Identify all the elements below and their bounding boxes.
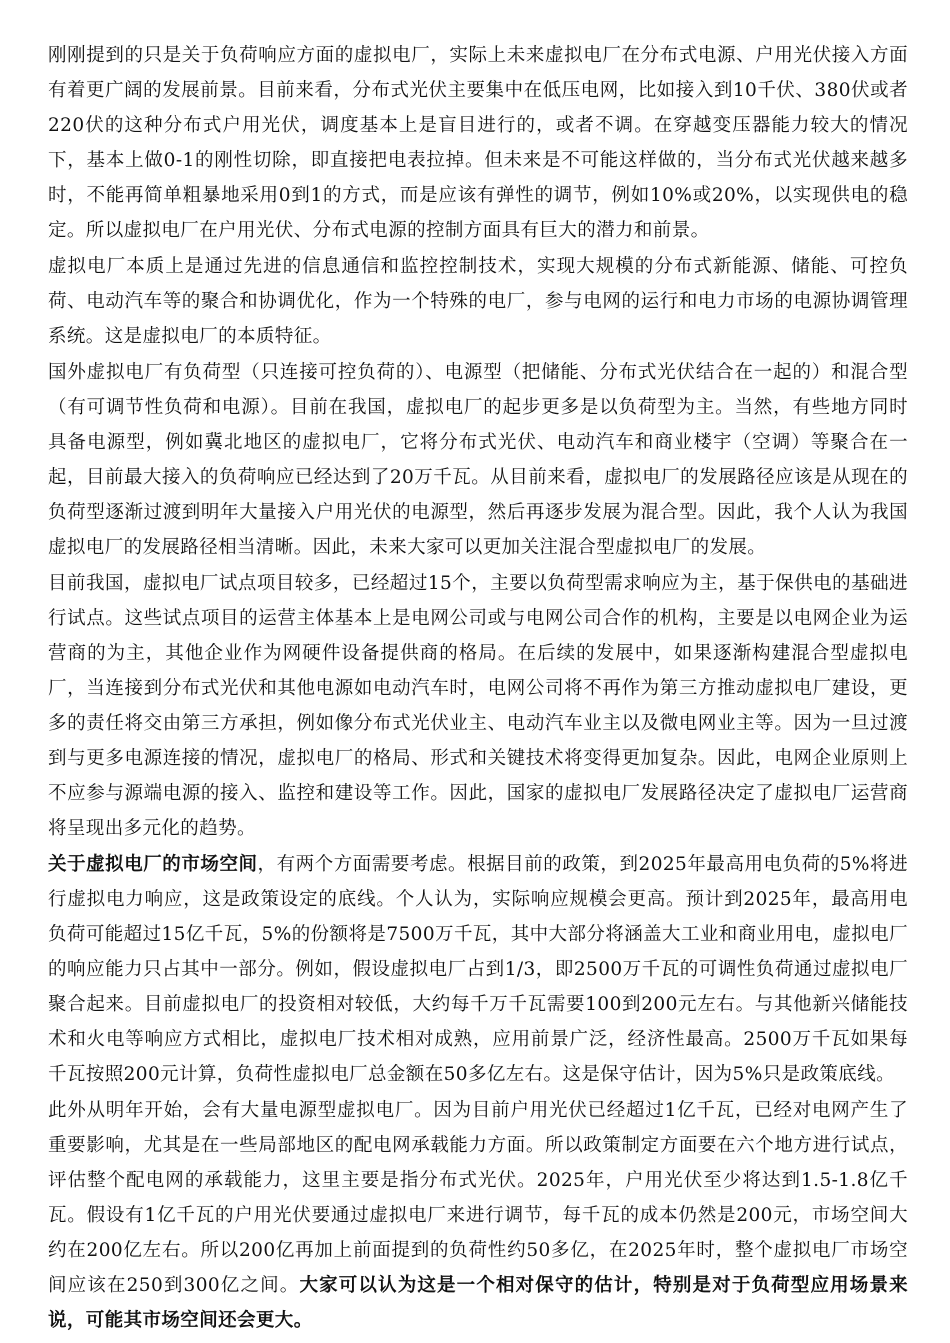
- paragraph-virtual-plant-prospects: [48, 38, 908, 248]
- paragraph-market-space: [48, 847, 908, 1092]
- paragraph-text: 此外从明年开始，会有大量电源型虚拟电厂。因为目前户用光伏已经超过1亿千瓦，已经对电网产生了重要影响，尤其是在一些局部地区的配电网承载能力方面。所以政策制定方面要在六个地方进行试点，评估整个配电网的承载能力，这里主要是指分布式光伏。2025年，户用光伏至少将达到1.5-1.8亿千瓦。假设有1亿千瓦的户用光伏要通过虚拟电厂来进行调节，每千瓦的成本仍然是200元，市场空间大约在200亿左右。所以200亿再加上前面提到的负荷性约50多亿，在2025年时，整个虚拟电厂市场空间应该在250到300亿之间。: [48, 1100, 908, 1296]
- paragraph-virtual-plant-essence: [48, 249, 908, 354]
- paragraph-text: 目前我国，虚拟电厂试点项目较多，已经超过15个，主要以负荷型需求响应为主，基于保供电的基础进行试点。这些试点项目的运营主体基本上是电网公司或与电网公司合作的机构，主要是以电网企业为运营商的为主，其他企业作为网硬件设备提供商的格局。在后续的发展中，如果逐渐构建混合型虚拟电厂，当连接到分布式光伏和其他电源如电动汽车时，电网公司将不再作为第三方推动虚拟电厂建设，更多的责任将交由第三方承担，例如像分布式光伏业主、电动汽车业主以及微电网业主等。因为一旦过渡到与更多电源连接的情况，虚拟电厂的格局、形式和关键技术将变得更加复杂。因此，电网企业原则上不应参与源端电源的接入、监控和建设等工作。因此，国家的虚拟电厂发展路径决定了虚拟电厂运营商将呈现出多元化的趋势。: [48, 573, 908, 839]
- paragraph-bold-lead: 关于虚拟电厂的市场空间: [48, 854, 258, 875]
- paragraph-virtual-plant-types: [48, 355, 908, 565]
- paragraph-pilot-projects: [48, 566, 908, 846]
- paragraph-text: 刚刚提到的只是关于负荷响应方面的虚拟电厂，实际上未来虚拟电厂在分布式电源、户用光伏接入方面有着更广阔的发展前景。目前来看，分布式光伏主要集中在低压电网，比如接入到10千伏、380伏或者220伏的这种分布式户用光伏，调度基本上是盲目进行的，或者不调。在穿越变压器能力较大的情况下，基本上做0-1的刚性切除，即直接把电表拉掉。但未来是不可能这样做的，当分布式光伏越来越多时，不能再简单粗暴地采用0到1的方式，而是应该有弹性的调节，例如10%或20%，以实现供电的稳定。所以虚拟电厂在户用光伏、分布式电源的控制方面具有巨大的潜力和前景。: [48, 45, 908, 241]
- document-page: [48, 38, 908, 1339]
- paragraph-source-type-market: [48, 1093, 908, 1338]
- paragraph-text: ，有两个方面需要考虑。根据目前的政策，到2025年最高用电负荷的5%将进行虚拟电力响应，这是政策设定的底线。个人认为，实际响应规模会更高。预计到2025年，最高用电负荷可能超过15亿千瓦，5%的份额将是7500万千瓦，其中大部分将涵盖大工业和商业用电，虚拟电厂的响应能力只占其中一部分。例如，假设虚拟电厂占到1/3，即2500万千瓦的可调性负荷通过虚拟电厂聚合起来。目前虚拟电厂的投资相对较低，大约每千万千瓦需要100到200元左右。与其他新兴储能技术和火电等响应方式相比，虚拟电厂技术相对成熟，应用前景广泛，经济性最高。2500万千瓦如果每千瓦按照200元计算，负荷性虚拟电厂总金额在50多亿左右。这是保守估计，因为5%只是政策底线。: [48, 854, 908, 1085]
- paragraph-text: 国外虚拟电厂有负荷型（只连接可控负荷的）、电源型（把储能、分布式光伏结合在一起的）和混合型（有可调节性负荷和电源）。目前在我国，虚拟电厂的起步更多是以负荷型为主。当然，有些地方同时具备电源型，例如冀北地区的虚拟电厂，它将分布式光伏、电动汽车和商业楼宇（空调）等聚合在一起，目前最大接入的负荷响应已经达到了20万千瓦。从目前来看，虚拟电厂的发展路径应该是从现在的负荷型逐渐过渡到明年大量接入户用光伏的电源型，然后再逐步发展为混合型。因此，我个人认为我国虚拟电厂的发展路径相当清晰。因此，未来大家可以更加关注混合型虚拟电厂的发展。: [48, 362, 908, 558]
- paragraph-bold-tail: 大家可以认为这是一个相对保守的估计，特别是对于负荷型应用场景来说，可能其市场空间还会更大。: [48, 1275, 909, 1331]
- paragraph-text: 虚拟电厂本质上是通过先进的信息通信和监控控制技术，实现大规模的分布式新能源、储能、可控负荷、电动汽车等的聚合和协调优化，作为一个特殊的电厂，参与电网的运行和电力市场的电源协调管理系统。这是虚拟电厂的本质特征。: [48, 256, 908, 347]
